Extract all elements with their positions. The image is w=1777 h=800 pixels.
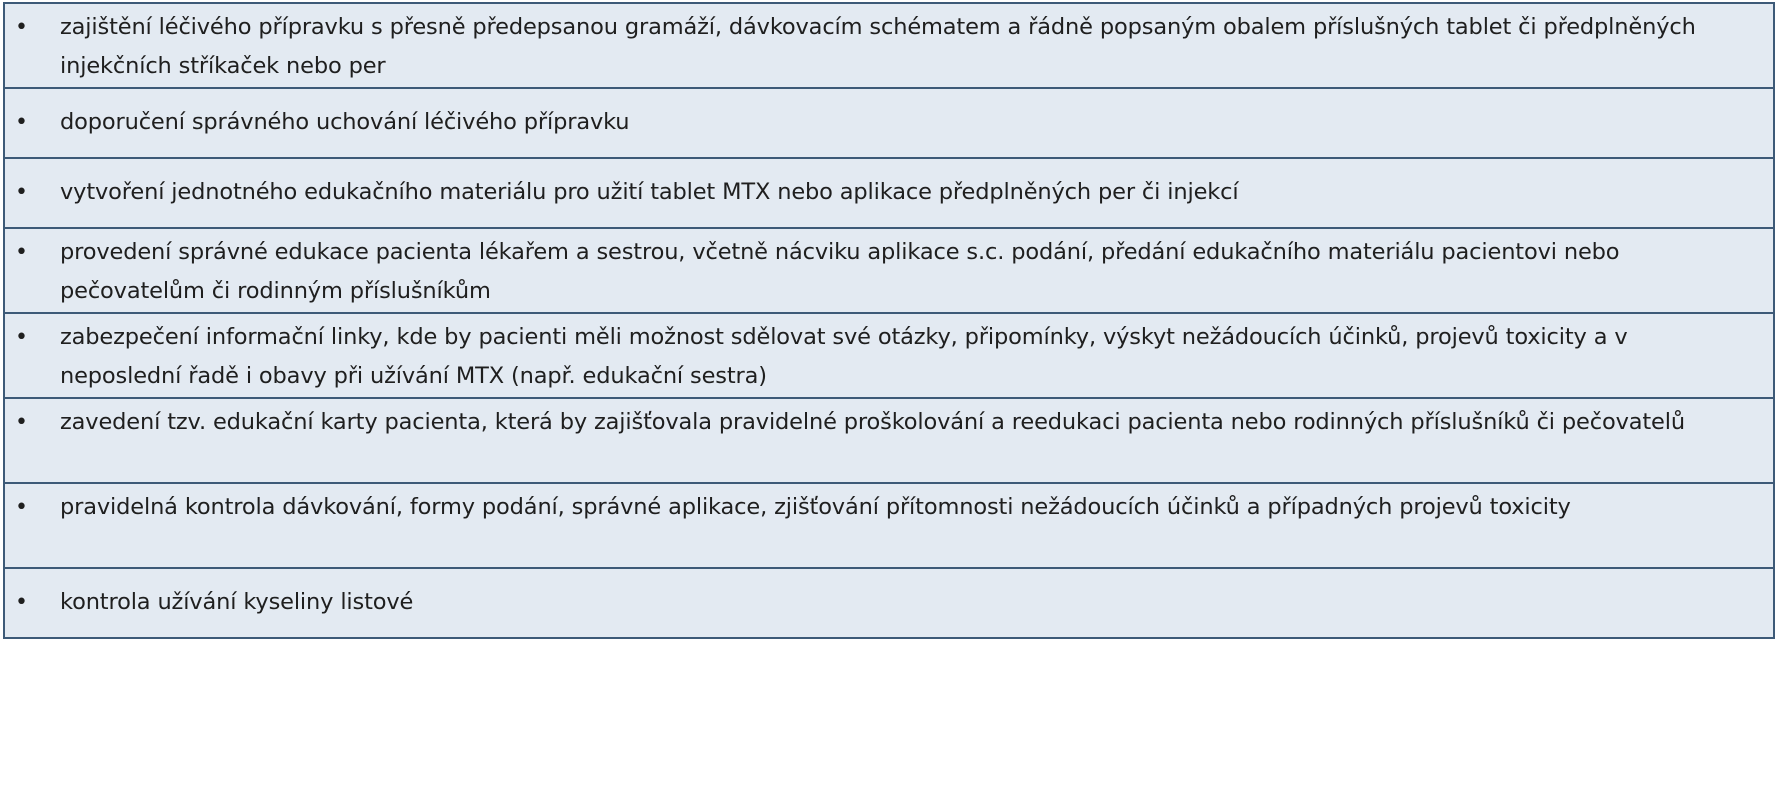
list-item <box>5 89 1773 159</box>
bullet-icon: • <box>15 180 28 205</box>
list-item-text: vytvoření jednotného edukačního materiálu pro užití tablet MTX nebo aplikace předplněných per či injekcí <box>60 179 1239 205</box>
list-item <box>5 314 1773 399</box>
list-item <box>5 4 1773 89</box>
list-item <box>5 159 1773 229</box>
list-item-text: provedení správné edukace pacienta lékařem a sestrou, včetně nácviku aplikace s.c. podání, předání edukačního materiálu pacientovi nebo pečovatelům či rodinným příslušníkům <box>60 239 1620 304</box>
bullet-icon: • <box>15 240 28 265</box>
list-item-text: doporučení správného uchování léčivého přípravku <box>60 109 630 135</box>
list-item-text: pravidelná kontrola dávkování, formy podání, správné aplikace, zjišťování přítomnosti nežádoucích účinků a případných projevů toxicity <box>60 494 1571 520</box>
list-item-text: zavedení tzv. edukační karty pacienta, která by zajišťovala pravidelné proškolování a reedukaci pacienta nebo rodinných příslušníků či pečovatelů <box>60 409 1685 435</box>
list-item <box>5 399 1773 484</box>
bullet-icon: • <box>15 325 28 350</box>
list-item <box>5 484 1773 569</box>
list-item-text: zabezpečení informační linky, kde by pacienti měli možnost sdělovat své otázky, připomínky, výskyt nežádoucích účinků, projevů toxicity a v neposlední řadě i obavy při užívání MTX (např. edukační sestra) <box>60 324 1628 389</box>
list-item <box>5 569 1773 639</box>
bullet-icon: • <box>15 495 28 520</box>
bullet-icon: • <box>15 590 28 615</box>
list-item-text: zajištění léčivého přípravku s přesně předepsanou gramáží, dávkovacím schématem a řádně popsaným obalem příslušných tablet či předplněných injekčních stříkaček nebo per <box>60 14 1696 79</box>
bullet-icon: • <box>15 410 28 435</box>
bullet-icon: • <box>15 110 28 135</box>
bullet-icon: • <box>15 15 28 40</box>
list-item-text: kontrola užívání kyseliny listové <box>60 589 414 615</box>
list-item <box>5 229 1773 314</box>
recommendations-table <box>3 2 1775 639</box>
